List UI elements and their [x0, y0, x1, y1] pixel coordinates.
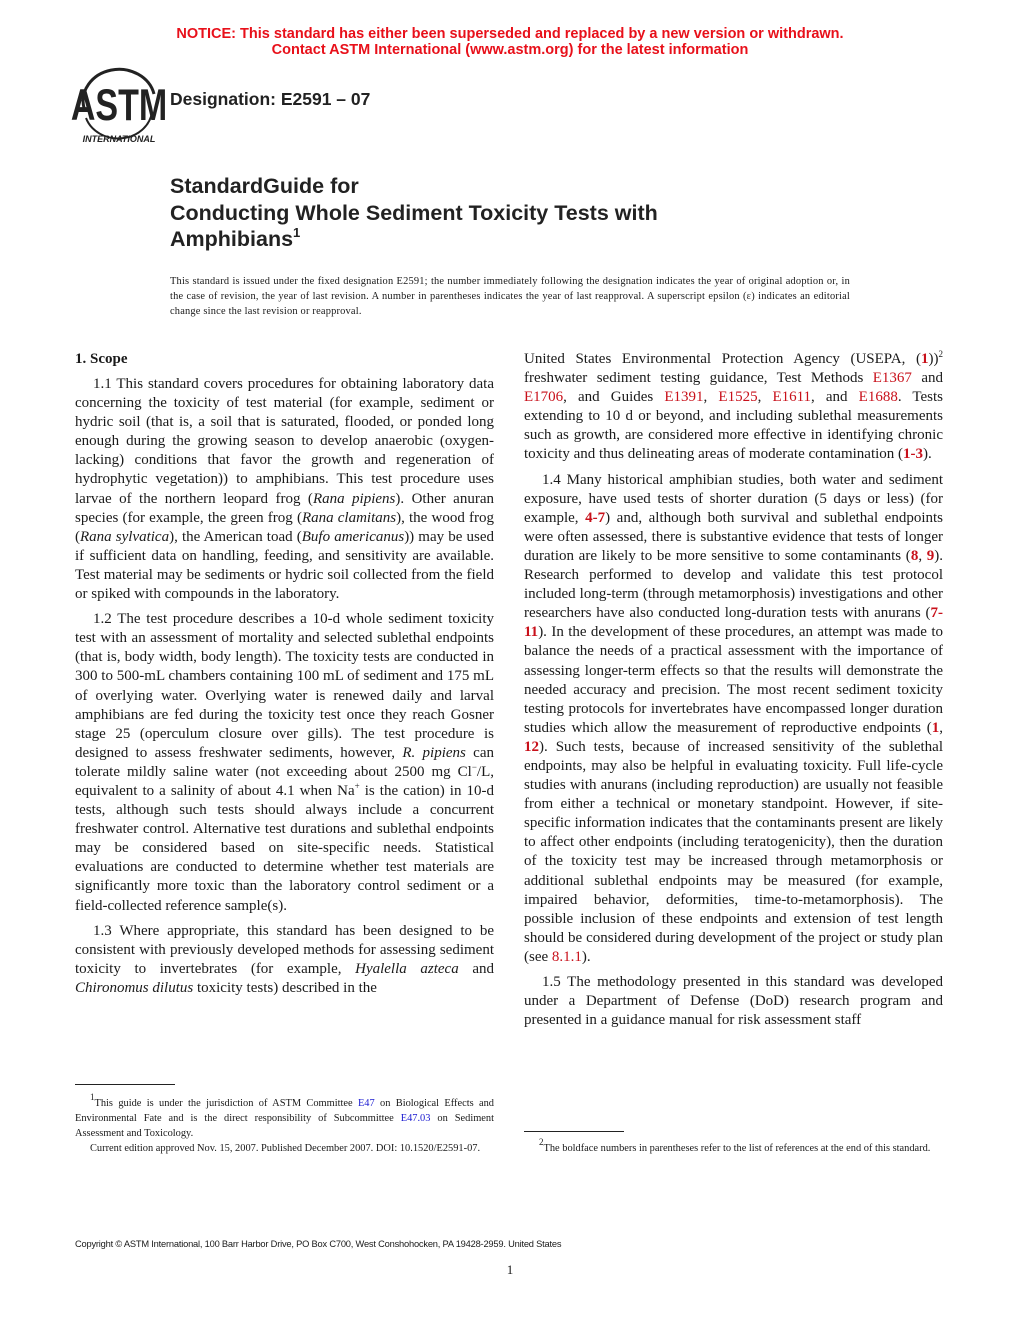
text-run: ))	[928, 351, 939, 367]
copyright-line: Copyright © ASTM International, 100 Barr Harbor Drive, PO Box C700, West Conshohocken, PA 19428-2959. United States	[75, 1239, 562, 1249]
superscript: 1	[90, 1092, 95, 1102]
text-run: ). Other anuran species (for example, the green frog (	[75, 490, 494, 526]
right-column	[524, 350, 943, 1036]
right-paragraphs	[524, 350, 943, 1030]
text-run: United States Environmental Protection Agency (USEPA, (	[524, 351, 921, 367]
page-number: 1	[506, 1262, 514, 1277]
text-run: ,	[939, 719, 943, 736]
reference-number-link[interactable]: 1	[921, 351, 929, 367]
notice-line-2: Contact ASTM International (www.astm.org) for the latest information	[271, 42, 749, 58]
astm-logo	[70, 68, 168, 144]
text-run: , and Guides	[563, 389, 665, 406]
paragraph	[75, 1141, 494, 1156]
reference-number-link[interactable]: 12	[524, 738, 539, 755]
astm-logo-icon	[70, 68, 168, 144]
reference-number-link[interactable]: 9	[926, 547, 935, 564]
italic-text: Rana pipiens	[312, 490, 396, 507]
text-run: This guide is under the jurisdiction of ASTM Committee	[94, 1098, 358, 1109]
text-run: ), the wood frog (	[75, 509, 494, 545]
text-run: ). Such tests, because of increased sensitivity of the sublethal endpoints, may also be helpful in evaluating toxicity. Full life-cycle studies with anurans (including reproduction) are usually not feasible from either a technical or monetary standpoint. However, if site-specific information indicates that the contaminants present are likely to affect other endpoints (including teratogenicity), then the duration of the toxicity test may be increased through metamorphosis or additional sublethal endpoints may be measured (for example, impaired behavior, deformities, time-to-metamorphosis). The possible inclusion of these endpoints and extension of test length should be considered during development of the project or study plan (see	[524, 738, 943, 965]
document-title	[170, 173, 658, 253]
standard-link[interactable]: E1706	[524, 389, 564, 406]
paragraph	[75, 375, 494, 604]
text-run: ).	[581, 948, 591, 965]
standard-link[interactable]: E1525	[718, 389, 758, 406]
paragraph	[75, 610, 494, 916]
italic-text: Hyalella azteca	[355, 960, 459, 977]
text-run: Current edition approved Nov. 15, 2007. Published December 2007. DOI: 10.1520/E2591-07.	[90, 1143, 481, 1154]
text-run: . Tests extending to 10 d or beyond, and including sublethal measurements such as growth, are considered more effective in identifying chronic toxicity and thus delineating areas of moderate contamination (	[524, 389, 944, 463]
text-run: 1.2 The test procedure describes a 10-d whole sediment toxicity test with an assessment of mortality and selected sublethal endpoints (that is, body width, body length). The toxicity tests are conducted in 300 to 500-mL chambers containing 100 mL of sediment and 175 mL of overlying water. Overlying water is renewed daily and larval amphibians are fed during the toxicity test once they reach Gosner stage 25 (operculum closure over gills). The test procedure is designed to assess freshwater sediments, however,	[75, 611, 494, 761]
svg-text:INTERNATIONAL: INTERNATIONAL	[82, 134, 156, 144]
text-run: freshwater sediment testing guidance, Test Methods	[524, 370, 873, 387]
title-footnote-mark: 1	[293, 225, 301, 240]
reference-number-link[interactable]: 4-7	[585, 509, 606, 526]
italic-text: Bufo americanus	[301, 528, 405, 545]
footnote-rule-left	[75, 1084, 175, 1085]
superscript: +	[354, 780, 360, 791]
text-run: and	[458, 960, 494, 977]
text-run: on Sediment Assessment and Toxicology.	[75, 1113, 494, 1139]
italic-text: Rana clamitans	[301, 509, 397, 526]
text-run: ,	[757, 389, 773, 406]
title-line-3	[170, 226, 658, 253]
svg-text:ASTM: ASTM	[70, 80, 168, 131]
text-run: can tolerate mildly saline water (not exceeding about 2500 mg Cl	[75, 744, 494, 780]
text-run: )) may be used if sufficient data on handling, feeding, and sensitivity are available. Test material may be sediments or hydric soil collected from the field or spiked with compounds in the laboratory.	[75, 528, 494, 603]
paragraph	[524, 1137, 943, 1156]
text-run: , and	[811, 389, 859, 406]
left-paragraphs	[75, 375, 494, 998]
paragraph	[75, 1092, 494, 1141]
notice-line-1: NOTICE: This standard has either been superseded and replaced by a new version or withdrawn.	[176, 26, 844, 42]
superscript: −	[471, 761, 477, 772]
standard-link[interactable]: E1391	[664, 389, 704, 406]
text-run: 1.1 This standard covers procedures for obtaining laboratory data concerning the toxicity of test material (for example, sediment or hydric soil (that is, a soil that is saturated, flooded, or ponded long enough during the growing season to develop anaerobic (oxygen-lacking) conditions that favor the growth and regeneration of hydrophytic vegetation)) to amphibians. This test procedure uses larvae of the northern leopard frog (	[75, 376, 494, 507]
text-run: 1.3 Where appropriate, this standard has been designed to be consistent with previously developed methods for assessing sediment toxicity to invertebrates (for example,	[75, 922, 494, 977]
text-run: toxicity tests) described in the	[193, 979, 377, 996]
title-line-1: StandardGuide for	[170, 174, 359, 198]
italic-text: Rana sylvatica	[80, 528, 170, 545]
text-run: ).	[923, 446, 932, 463]
issuance-statement: This standard is issued under the fixed designation E2591; the number immediately following the designation indicates the year of original adoption or, in the case of revision, the year of last revision. A number in parentheses indicates the year of last reapproval. A superscript epsilon (ε) indicates an editorial change since the last revision or reapproval.	[170, 276, 850, 317]
reference-number-link[interactable]: 7-11	[524, 605, 943, 641]
reference-number-link[interactable]: 1	[931, 719, 940, 736]
title-line-3-text: Amphibians	[170, 227, 294, 251]
reference-number-link[interactable]: 1-3	[903, 446, 924, 463]
text-run: ). In the development of these procedures, an attempt was made to balance the needs of a practical assessment with the importance of assessing longer-term effects so that the results will demonstrate the needed accuracy and precision. The most recent sediment toxicity testing protocols for invertebrates have encompassed longer duration studies which allow the measurement of reproductive endpoints (	[524, 624, 943, 736]
standard-link[interactable]: E47	[357, 1098, 375, 1109]
standard-link[interactable]: E47.03	[400, 1113, 431, 1124]
paragraph	[524, 350, 943, 465]
standard-link[interactable]: 8.1.1	[551, 948, 582, 965]
text-run: ), the American toad (	[169, 528, 302, 545]
superscript: 2	[539, 1137, 544, 1147]
paragraph	[524, 471, 943, 967]
section-heading: 1. Scope	[75, 351, 128, 367]
text-run: is the cation) in 10-d tests, although such tests should always include a concurrent freshwater control. Alternative test durations and sublethal endpoints may be considered based on site-specific needs. Statistical evaluations are conducted to determine whether test materials are significantly more toxic than the laboratory control sediment or a field-collected reference sample(s).	[75, 782, 494, 914]
left-column	[75, 350, 494, 1004]
text-run: 1.4 Many historical amphibian studies, both water and sediment exposure, have used tests of shorter duration (5 days or less) (for example,	[524, 471, 943, 526]
designation: Designation: E2591 – 07	[170, 89, 371, 109]
paragraph	[524, 973, 943, 1030]
italic-text: Chironomus dilutus	[75, 979, 194, 996]
title-line-2: Conducting Whole Sediment Toxicity Tests with	[170, 200, 658, 225]
standard-link[interactable]: E1611	[772, 389, 812, 406]
text-run: ). Research performed to develop and validate this test protocol included long-term (through metamorphosis) investigations and other researchers have also conducted long-duration tests with anurans (	[524, 547, 944, 622]
text-run: ,	[918, 547, 927, 564]
italic-text: R. pipiens	[402, 744, 466, 761]
footnote-2	[524, 1137, 943, 1156]
footnote-1	[75, 1092, 494, 1156]
text-run: ) and, although both survival and sublethal endpoints were often assessed, there is substantive evidence that tests of longer duration are likely to be more sensitive to some contaminants (	[524, 509, 943, 564]
text-run: The boldface numbers in parentheses refer to the list of references at the end of this standard.	[543, 1143, 931, 1154]
standard-link[interactable]: E1367	[872, 370, 912, 387]
text-run: /L, equivalent to a salinity of about 4.1 when Na	[75, 763, 494, 799]
text-run: 1.5 The methodology presented in this standard was developed under a Department of Defense (DoD) research program and presented in a guidance manual for risk assessment staff	[524, 974, 943, 1029]
supersession-notice	[0, 26, 1020, 58]
footnote-rule-right	[524, 1131, 624, 1132]
paragraph	[75, 922, 494, 998]
standard-link[interactable]: E1688	[858, 389, 898, 406]
text-run: and	[911, 370, 943, 387]
superscript: 2	[938, 349, 943, 359]
reference-number-link[interactable]: 8	[910, 547, 919, 564]
text-run: ,	[703, 389, 719, 406]
text-run: on Biological Effects and Environmental Fate and is the direct responsibility of Subcommittee	[75, 1098, 494, 1124]
